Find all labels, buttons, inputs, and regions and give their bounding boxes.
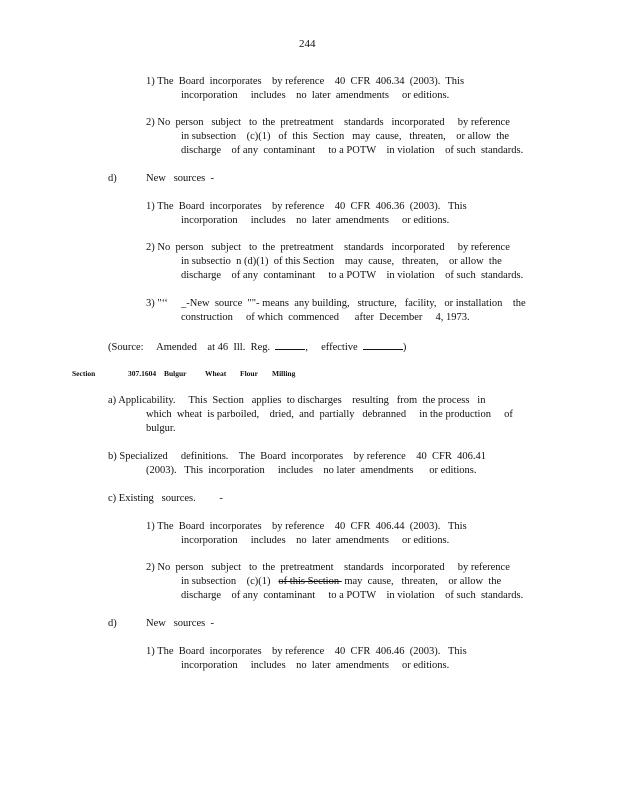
definitions-line-2: (2003). This incorporation includes no later amendments or editions.	[146, 465, 477, 476]
applicability-line-1: a) Applicability. This Section applies to discharges resulting from the process in	[108, 395, 486, 406]
item-2-line-1: 2) No person subject to the pretreatment standards incorporated by reference	[146, 117, 510, 128]
applicability-line-2: which wheat is parboiled, dried, and partially debranned in the production of	[146, 409, 513, 420]
d-item-2-line-3: discharge of any contaminant to a POTW in violation of such standards.	[181, 270, 524, 281]
c-item-1-line-1: 1) The Board incorporates by reference 40 CFR 406.44 (2003). This	[146, 521, 467, 532]
d2-item-1-line-1: 1) The Board incorporates by reference 40 CFR 406.46 (2003). This	[146, 646, 467, 657]
applicability-line-3: bulgur.	[146, 423, 176, 434]
d-item-2-line-1: 2) No person subject to the pretreatment standards incorporated by reference	[146, 242, 510, 253]
d-item-2-line-2: in subsectio n (d)(1) of this Section may cause, threaten, or allow the	[181, 256, 502, 267]
c-item-2-line-3: discharge of any contaminant to a POTW in violation of such standards.	[181, 590, 524, 601]
deleted-text: of this Section	[278, 576, 342, 587]
subsection-d-label: d)	[108, 173, 117, 184]
d-item-1-line-1: 1) The Board incorporates by reference 40 CFR 406.36 (2003). This	[146, 201, 467, 212]
c-item-2-line-1: 2) No person subject to the pretreatment standards incorporated by reference	[146, 562, 510, 573]
item-2-line-3: discharge of any contaminant to a POTW in violation of such standards.	[181, 145, 524, 156]
d-item-3-rest: "- means any building, structure, facility, or installation the	[251, 298, 526, 309]
c-item-2-line-2: in subsection (c)(1) of this Section may cause, threaten, or allow the	[181, 576, 502, 587]
definitions-line-1: b) Specialized definitions. The Board incorporates by reference 40 CFR 406.41	[108, 451, 487, 462]
d-item-3-line-1	[146, 297, 526, 310]
section-label: Section	[72, 369, 96, 378]
d-item-1-line-2: incorporation includes no later amendments or editions.	[181, 215, 450, 226]
source-reg-blank	[275, 339, 305, 350]
existing-sources-title: c) Existing sources. -	[108, 493, 223, 504]
page-number: 244	[299, 38, 316, 50]
d2-item-1-line-2: incorporation includes no later amendments or editions.	[181, 660, 450, 671]
section-title-word-4: Milling	[272, 369, 296, 378]
section-number: 307.1604	[128, 369, 157, 378]
subsection-d2-label: d)	[108, 618, 117, 629]
item-2-line-2: in subsection (c)(1) of this Section may cause, threaten, or allow the	[181, 131, 510, 142]
d-item-3-line-2: construction of which commenced after December 4, 1973.	[181, 312, 470, 323]
section-title-word-3: Flour	[240, 369, 258, 378]
d-item-3-number: 3) "‘‘	[146, 298, 168, 309]
item-1-line-2: incorporation includes no later amendments or editions.	[181, 90, 450, 101]
d-item-3-new-source: _-New source "	[181, 298, 252, 309]
section-title-word-1: Bulgur	[164, 369, 187, 378]
subsection-d-title: New sources -	[146, 173, 214, 184]
subsection-d2-title: New sources -	[146, 618, 214, 629]
item-1-line-1: 1) The Board incorporates by reference 40 CFR 406.34 (2003). This	[146, 76, 465, 87]
section-title-word-2: Wheat	[205, 369, 227, 378]
c-item-1-line-2: incorporation includes no later amendments or editions.	[181, 535, 450, 546]
source-effective-blank	[363, 339, 403, 350]
source-note: (Source: Amended at 46 Ill. Reg. , effective )	[108, 339, 406, 354]
